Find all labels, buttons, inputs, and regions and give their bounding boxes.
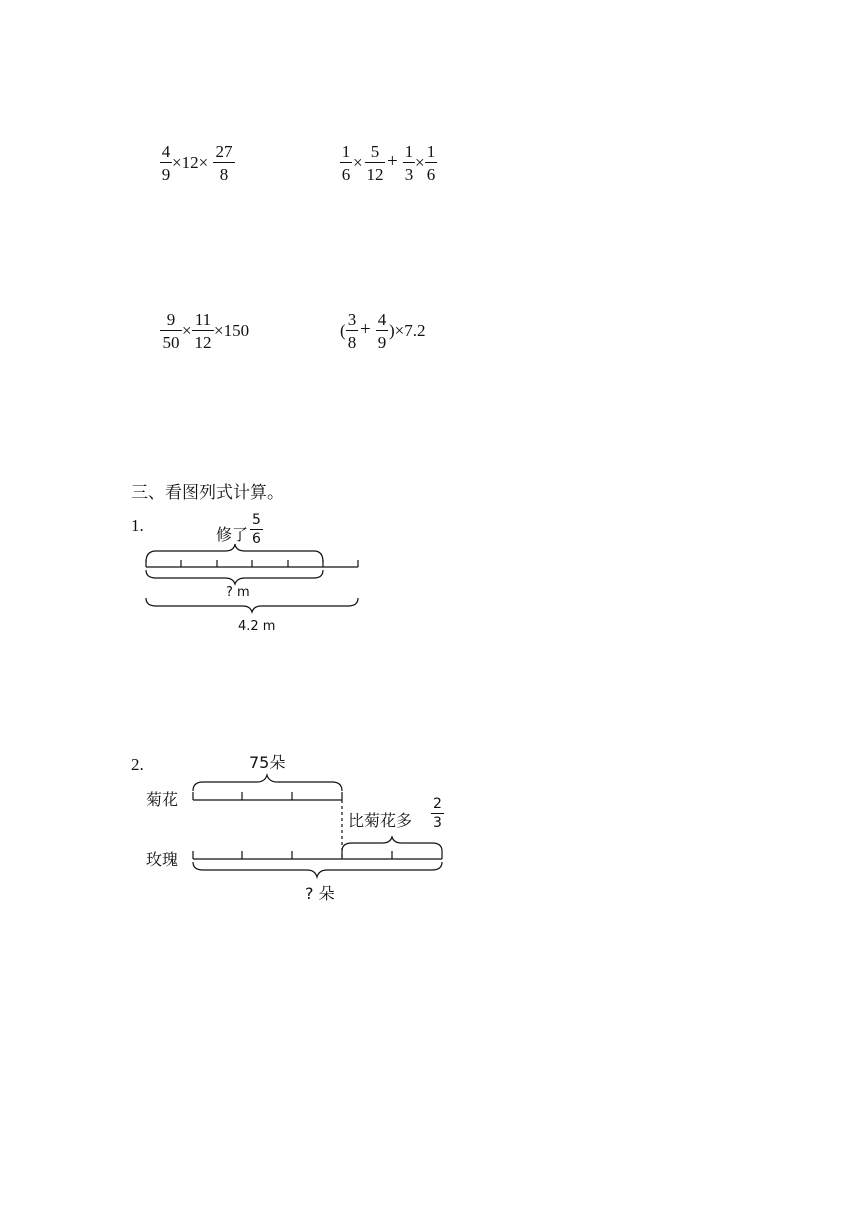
numerator: 4	[377, 310, 387, 329]
operator: +	[360, 319, 371, 340]
diagram2-top-label: 75朵	[249, 753, 286, 772]
diagram2-row1-label: 菊花	[146, 790, 179, 809]
diagram2-bottom-label: ? 朵	[305, 884, 335, 903]
diagram1-top-label: 修了	[216, 525, 249, 544]
operator: ×	[415, 153, 425, 172]
denominator: 6	[341, 165, 351, 184]
open-paren: (	[340, 321, 346, 340]
numerator: 2	[433, 796, 442, 812]
denominator: 9	[377, 333, 387, 352]
numerator: 3	[347, 310, 357, 329]
numerator: 1	[426, 142, 436, 161]
diagram2-row2-label: 玫瑰	[146, 850, 179, 869]
numerator: 4	[161, 142, 171, 161]
denominator: 50	[162, 333, 180, 352]
operator: ×12×	[172, 153, 209, 172]
diagram2-top-brace	[193, 775, 342, 791]
section-title: 三、看图列式计算。	[131, 483, 284, 503]
diagram2-right-label: 比菊花多	[348, 811, 413, 830]
numerator: 27	[215, 142, 233, 161]
denominator: 12	[366, 165, 384, 184]
diagram1-mid-label: ? m	[226, 585, 250, 600]
numerator: 5	[252, 512, 261, 528]
denominator: 8	[347, 333, 357, 352]
denominator: 9	[161, 165, 171, 184]
denominator: 6	[252, 531, 261, 547]
operator: +	[387, 151, 398, 172]
diagram2-right-brace	[342, 837, 442, 851]
numerator: 1	[341, 142, 351, 161]
denominator: 12	[194, 333, 212, 352]
operator: )×7.2	[389, 321, 426, 340]
question-number: 1.	[131, 516, 144, 535]
numerator: 1	[404, 142, 414, 161]
diagram2-bottom-brace	[193, 862, 442, 877]
operator: ×	[353, 153, 363, 172]
numerator: 5	[370, 142, 380, 161]
denominator: 6	[426, 165, 436, 184]
denominator: 8	[219, 165, 229, 184]
denominator: 3	[433, 815, 442, 831]
operator: ×	[182, 321, 192, 340]
denominator: 3	[404, 165, 414, 184]
operator: ×150	[214, 321, 250, 340]
diagram1-bottom-label: 4.2 m	[238, 619, 276, 634]
question-number: 2.	[131, 755, 144, 774]
numerator: 11	[194, 310, 212, 329]
numerator: 9	[166, 310, 176, 329]
